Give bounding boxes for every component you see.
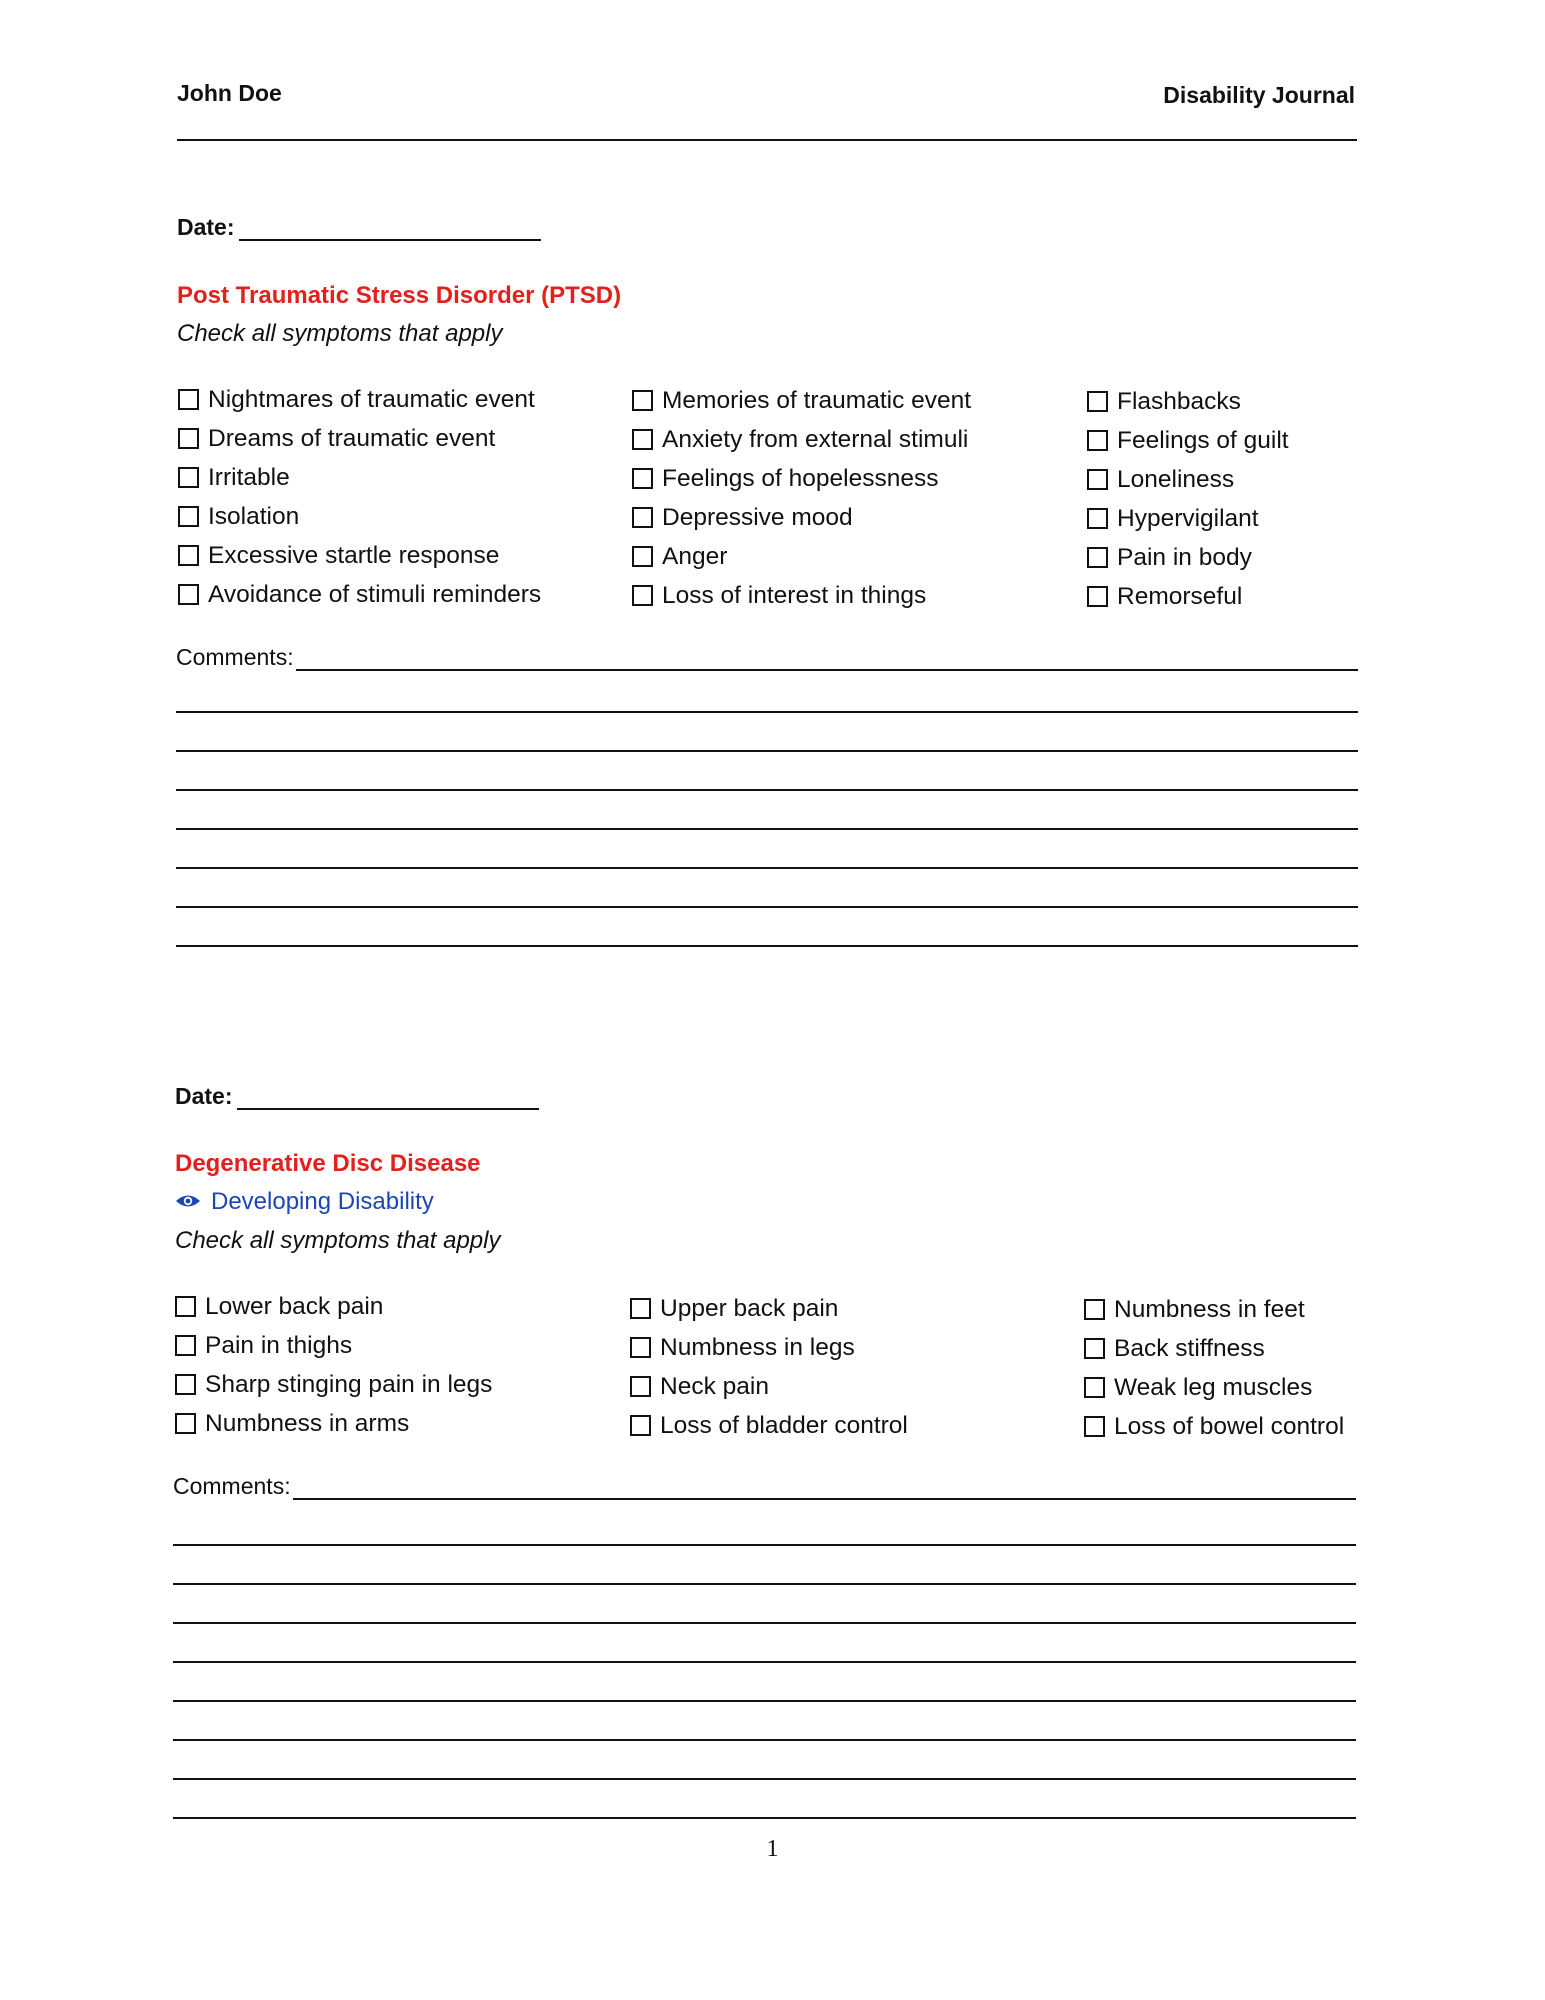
- symptom-label: Loneliness: [1117, 465, 1235, 493]
- comment-line[interactable]: [173, 1700, 1356, 1702]
- eye-icon: [175, 1188, 201, 1216]
- symptom-label: Feelings of hopelessness: [662, 464, 939, 492]
- checkbox-icon[interactable]: [630, 1415, 651, 1436]
- symptom-label: Sharp stinging pain in legs: [205, 1370, 493, 1398]
- date-input-line[interactable]: [239, 217, 541, 241]
- symptom-item[interactable]: [175, 1404, 492, 1443]
- symptom-item[interactable]: [178, 380, 541, 419]
- symptom-label: Upper back pain: [660, 1294, 839, 1322]
- checkbox-icon[interactable]: [1084, 1299, 1105, 1320]
- checkbox-icon[interactable]: [630, 1376, 651, 1397]
- comment-line[interactable]: [173, 1583, 1356, 1585]
- symptom-label: Anxiety from external stimuli: [662, 425, 969, 453]
- comments-field[interactable]: [176, 644, 1358, 671]
- comment-line[interactable]: [173, 1817, 1356, 1819]
- comments-line[interactable]: [293, 1478, 1356, 1500]
- comments-line[interactable]: [296, 649, 1358, 671]
- symptom-column-3: [1087, 382, 1289, 616]
- checkbox-icon[interactable]: [178, 467, 199, 488]
- symptom-label: Pain in thighs: [205, 1331, 353, 1359]
- symptom-label: Loss of interest in things: [662, 581, 927, 609]
- checkbox-icon[interactable]: [178, 584, 199, 605]
- symptom-label: Hypervigilant: [1117, 504, 1259, 532]
- symptom-item[interactable]: [175, 1365, 492, 1404]
- symptom-item[interactable]: [630, 1406, 908, 1445]
- developing-disability-label: Developing Disability: [211, 1188, 434, 1215]
- symptom-label: Dreams of traumatic event: [208, 424, 496, 452]
- comment-line[interactable]: [176, 711, 1358, 713]
- date-label: Date:: [175, 1083, 233, 1109]
- symptom-item[interactable]: [175, 1287, 492, 1326]
- symptom-label: Excessive startle response: [208, 541, 500, 569]
- checkbox-icon[interactable]: [1087, 391, 1108, 412]
- checkbox-icon[interactable]: [632, 507, 653, 528]
- date-input-line[interactable]: [237, 1086, 539, 1110]
- symptom-item[interactable]: [1087, 499, 1289, 538]
- symptom-label: Numbness in feet: [1114, 1295, 1305, 1323]
- symptom-label: Depressive mood: [662, 503, 853, 531]
- checkbox-icon[interactable]: [632, 429, 653, 450]
- comments-field[interactable]: [173, 1473, 1356, 1500]
- symptom-column-1: [178, 380, 541, 614]
- symptom-item[interactable]: [1084, 1290, 1344, 1329]
- symptom-item[interactable]: [632, 537, 971, 576]
- comment-line[interactable]: [173, 1778, 1356, 1780]
- symptom-column-2: [630, 1289, 908, 1445]
- checkbox-icon[interactable]: [178, 428, 199, 449]
- checkbox-icon[interactable]: [1087, 508, 1108, 529]
- symptom-label: Isolation: [208, 502, 300, 530]
- header-name: John Doe: [177, 80, 282, 106]
- symptom-item[interactable]: [178, 497, 541, 536]
- symptom-label: Anger: [662, 542, 728, 570]
- symptom-label: Nightmares of traumatic event: [208, 385, 535, 413]
- page-number: 1: [766, 1836, 779, 1862]
- symptom-item[interactable]: [1084, 1407, 1344, 1446]
- comment-line[interactable]: [176, 906, 1358, 908]
- symptom-item[interactable]: [1087, 538, 1289, 577]
- symptom-label: Back stiffness: [1114, 1334, 1265, 1362]
- symptom-item[interactable]: [632, 420, 971, 459]
- symptom-label: Flashbacks: [1117, 387, 1241, 415]
- comments-label: Comments:: [176, 644, 294, 670]
- comment-line[interactable]: [173, 1661, 1356, 1663]
- comment-line[interactable]: [176, 750, 1358, 752]
- header-title: Disability Journal: [1163, 82, 1355, 108]
- symptom-label: Loss of bladder control: [660, 1411, 908, 1439]
- symptom-item[interactable]: [630, 1328, 908, 1367]
- symptom-item[interactable]: [1087, 460, 1289, 499]
- symptom-label: Numbness in arms: [205, 1409, 410, 1437]
- checkbox-icon[interactable]: [1084, 1377, 1105, 1398]
- checkbox-icon[interactable]: [632, 468, 653, 489]
- symptom-item[interactable]: [1084, 1329, 1344, 1368]
- checkbox-icon[interactable]: [632, 390, 653, 411]
- symptom-label: Lower back pain: [205, 1292, 384, 1320]
- checkbox-icon[interactable]: [1087, 430, 1108, 451]
- symptom-item[interactable]: [632, 498, 971, 537]
- developing-disability-link[interactable]: [175, 1188, 434, 1216]
- symptom-item[interactable]: [178, 458, 541, 497]
- checkbox-icon[interactable]: [175, 1413, 196, 1434]
- checkbox-icon[interactable]: [1087, 469, 1108, 490]
- checkbox-icon[interactable]: [632, 546, 653, 567]
- symptom-label: Feelings of guilt: [1117, 426, 1289, 454]
- symptom-label: Remorseful: [1117, 582, 1243, 610]
- symptom-label: Pain in body: [1117, 543, 1252, 571]
- comment-line[interactable]: [176, 789, 1358, 791]
- checkbox-icon[interactable]: [632, 585, 653, 606]
- comment-line[interactable]: [176, 828, 1358, 830]
- checkbox-icon[interactable]: [178, 506, 199, 527]
- checkbox-icon[interactable]: [175, 1374, 196, 1395]
- symptom-item[interactable]: [1087, 382, 1289, 421]
- comments-label: Comments:: [173, 1473, 291, 1499]
- checkbox-icon[interactable]: [630, 1298, 651, 1319]
- symptom-item[interactable]: [178, 575, 541, 614]
- checkbox-icon[interactable]: [1084, 1338, 1105, 1359]
- comment-line[interactable]: [173, 1622, 1356, 1624]
- symptom-item[interactable]: [632, 576, 971, 615]
- checkbox-icon[interactable]: [1087, 586, 1108, 607]
- symptom-label: Neck pain: [660, 1372, 769, 1400]
- symptom-label: Avoidance of stimuli reminders: [208, 580, 542, 608]
- symptom-item[interactable]: [1087, 421, 1289, 460]
- comment-line[interactable]: [176, 945, 1358, 947]
- header-divider: [177, 139, 1357, 141]
- comment-line[interactable]: [173, 1544, 1356, 1546]
- checkbox-icon[interactable]: [175, 1335, 196, 1356]
- symptom-item[interactable]: [1087, 577, 1289, 616]
- checkbox-icon[interactable]: [630, 1337, 651, 1358]
- date-field: [175, 1083, 539, 1110]
- symptom-column-1: [175, 1287, 492, 1443]
- symptom-label: Irritable: [208, 463, 290, 491]
- symptom-item[interactable]: [178, 419, 541, 458]
- checkbox-icon[interactable]: [1084, 1416, 1105, 1437]
- instruction-text: Check all symptoms that apply: [177, 320, 503, 347]
- symptom-column-3: [1084, 1290, 1344, 1446]
- section-title: Post Traumatic Stress Disorder (PTSD): [177, 282, 622, 309]
- instruction-text: Check all symptoms that apply: [175, 1227, 501, 1254]
- symptom-item[interactable]: [178, 536, 541, 575]
- date-label: Date:: [177, 214, 235, 240]
- checkbox-icon[interactable]: [178, 389, 199, 410]
- comment-line[interactable]: [173, 1739, 1356, 1741]
- symptom-item[interactable]: [1084, 1368, 1344, 1407]
- section-title: Degenerative Disc Disease: [175, 1150, 481, 1177]
- checkbox-icon[interactable]: [175, 1296, 196, 1317]
- symptom-item[interactable]: [630, 1367, 908, 1406]
- date-field: [177, 214, 541, 241]
- symptom-item[interactable]: [632, 381, 971, 420]
- symptom-label: Weak leg muscles: [1114, 1373, 1313, 1401]
- symptom-item[interactable]: [175, 1326, 492, 1365]
- symptom-column-2: [632, 381, 971, 615]
- symptom-label: Numbness in legs: [660, 1333, 855, 1361]
- symptom-label: Memories of traumatic event: [662, 386, 972, 414]
- symptom-item[interactable]: [632, 459, 971, 498]
- symptom-item[interactable]: [630, 1289, 908, 1328]
- checkbox-icon[interactable]: [178, 545, 199, 566]
- checkbox-icon[interactable]: [1087, 547, 1108, 568]
- comment-line[interactable]: [176, 867, 1358, 869]
- symptom-label: Loss of bowel control: [1114, 1412, 1345, 1440]
